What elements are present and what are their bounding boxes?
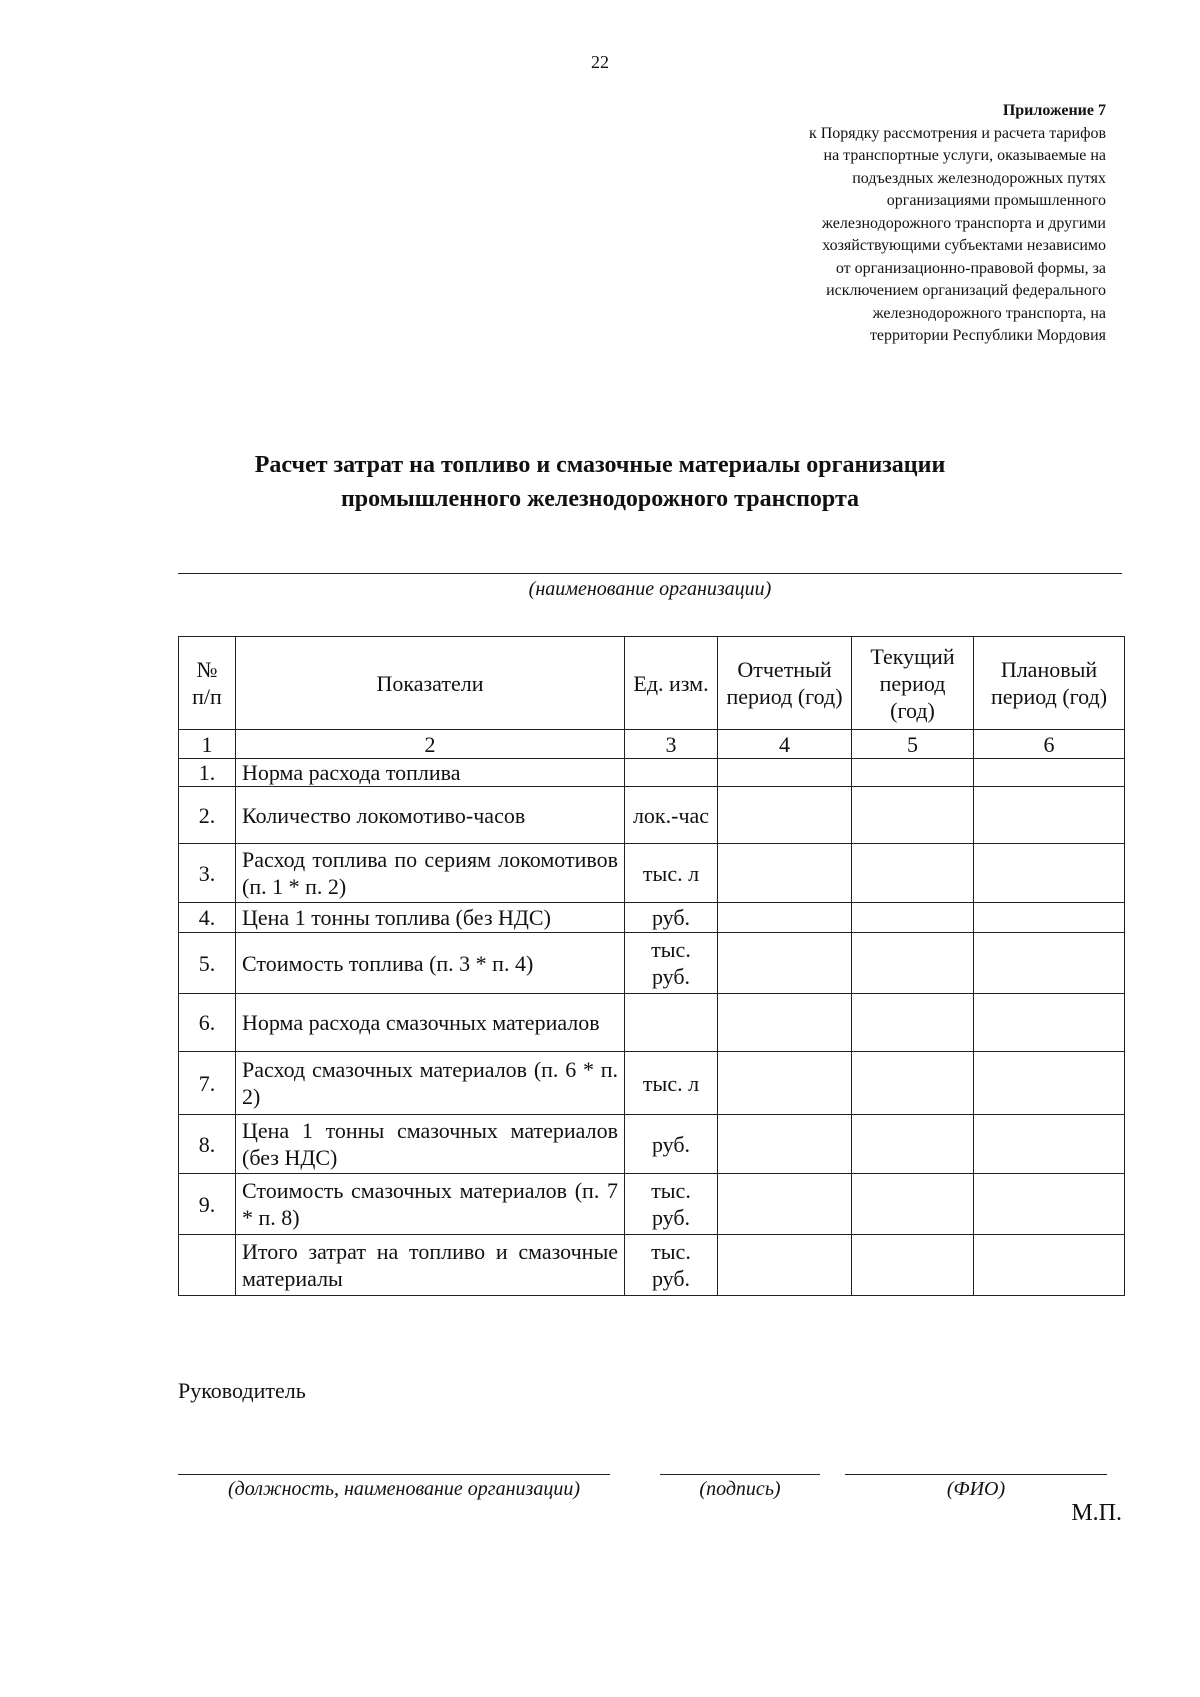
appendix-line: от организационно-правовой формы, за — [835, 259, 1106, 277]
row-indicator: Расход смазочных материалов (п. 6 * п. 2) — [236, 1052, 625, 1115]
row-current-value[interactable] — [852, 787, 974, 844]
row-indicator: Норма расхода смазочных материалов — [236, 994, 625, 1052]
row-num: 8. — [179, 1115, 236, 1174]
stamp-placeholder: М.П. — [1071, 1500, 1122, 1526]
row-unit: руб. — [625, 903, 718, 933]
row-reported-value[interactable] — [718, 1174, 852, 1235]
row-indicator: Норма расхода топлива — [236, 759, 625, 787]
row-reported-value[interactable] — [718, 1115, 852, 1174]
row-current-value[interactable] — [852, 1174, 974, 1235]
table-header-row — [179, 637, 1125, 730]
row-planned-value[interactable] — [974, 1235, 1125, 1296]
row-indicator: Цена 1 тонны смазочных материалов (без НДС) — [236, 1115, 625, 1174]
signature-line — [660, 1474, 820, 1475]
row-planned-value[interactable] — [974, 1115, 1125, 1174]
name-caption: (ФИО) — [946, 1478, 1006, 1500]
row-num: 9. — [179, 1174, 236, 1235]
column-number: 2 — [236, 730, 625, 759]
appendix-line: территории Республики Мордовия — [869, 327, 1106, 344]
row-reported-value[interactable] — [718, 1052, 852, 1115]
row-unit — [625, 994, 718, 1052]
header-num: № п/п — [179, 637, 236, 730]
header-planned-period: Плановый период (год) — [974, 637, 1125, 730]
row-reported-value[interactable] — [718, 844, 852, 903]
position-signature-line — [178, 1474, 610, 1475]
row-current-value[interactable] — [852, 1052, 974, 1115]
position-caption: (должность, наименование организации) — [228, 1478, 580, 1500]
column-number: 3 — [625, 730, 718, 759]
row-planned-value[interactable] — [974, 994, 1125, 1052]
appendix-title: Приложение 7 — [1002, 102, 1106, 119]
table-row — [179, 933, 1125, 994]
row-current-value[interactable] — [852, 903, 974, 933]
appendix-line: хозяйствующими субъектами независимо — [822, 237, 1106, 254]
row-current-value[interactable] — [852, 844, 974, 903]
row-planned-value[interactable] — [974, 933, 1125, 994]
document-title-line-1: Расчет затрат на топливо и смазочные материалы организации — [254, 452, 946, 478]
table-row — [179, 844, 1125, 903]
row-unit: руб. — [625, 1115, 718, 1174]
row-unit: тыс. л — [625, 844, 718, 903]
row-planned-value[interactable] — [974, 844, 1125, 903]
document-title-line-2: промышленного железнодорожного транспорта — [340, 486, 860, 512]
row-num: 2. — [179, 787, 236, 844]
row-current-value[interactable] — [852, 933, 974, 994]
row-indicator: Стоимость топлива (п. 3 * п. 4) — [236, 933, 625, 994]
row-planned-value[interactable] — [974, 1052, 1125, 1115]
row-current-value[interactable] — [852, 994, 974, 1052]
row-reported-value[interactable] — [718, 759, 852, 787]
table-row — [179, 787, 1125, 844]
row-unit: тыс. руб. — [625, 1174, 718, 1235]
row-indicator: Стоимость смазочных материалов (п. 7 * п. 8) — [236, 1174, 625, 1235]
row-unit: лок.-час — [625, 787, 718, 844]
header-indicator: Показатели — [236, 637, 625, 730]
column-number: 1 — [179, 730, 236, 759]
table-row — [179, 994, 1125, 1052]
row-planned-value[interactable] — [974, 903, 1125, 933]
signature-caption: (подпись) — [699, 1478, 781, 1500]
table-row — [179, 1052, 1125, 1115]
page-number: 22 — [591, 52, 609, 72]
table-row — [179, 759, 1125, 787]
row-num: 5. — [179, 933, 236, 994]
row-unit — [625, 759, 718, 787]
column-number: 6 — [974, 730, 1125, 759]
row-planned-value[interactable] — [974, 787, 1125, 844]
row-unit: тыс. руб. — [625, 1235, 718, 1296]
row-num: 6. — [179, 994, 236, 1052]
row-num: 3. — [179, 844, 236, 903]
row-reported-value[interactable] — [718, 994, 852, 1052]
column-number: 5 — [852, 730, 974, 759]
appendix-block — [686, 100, 1106, 348]
row-num: 1. — [179, 759, 236, 787]
appendix-line: железнодорожного транспорта и другими — [821, 214, 1106, 232]
row-planned-value[interactable] — [974, 759, 1125, 787]
name-signature-line — [845, 1474, 1107, 1475]
cost-calculation-table — [178, 636, 1125, 1296]
row-current-value[interactable] — [852, 759, 974, 787]
row-num: 7. — [179, 1052, 236, 1115]
organization-name-line — [178, 573, 1122, 574]
table-row — [179, 1115, 1125, 1174]
appendix-line: исключением организаций федерального — [826, 282, 1106, 299]
appendix-line: на транспортные услуги, оказываемые на — [823, 147, 1106, 164]
column-number-row — [179, 730, 1125, 759]
row-indicator: Цена 1 тонны топлива (без НДС) — [236, 903, 625, 933]
row-num — [179, 1235, 236, 1296]
row-planned-value[interactable] — [974, 1174, 1125, 1235]
row-reported-value[interactable] — [718, 787, 852, 844]
leader-label: Руководитель — [178, 1378, 306, 1403]
document-title — [130, 448, 1070, 516]
table-row — [179, 1174, 1125, 1235]
row-reported-value[interactable] — [718, 903, 852, 933]
table-row-total — [179, 1235, 1125, 1296]
organization-name-caption: (наименование организации) — [528, 578, 772, 600]
row-unit: тыс. л — [625, 1052, 718, 1115]
header-unit: Ед. изм. — [625, 637, 718, 730]
appendix-line: организациями промышленного — [886, 192, 1106, 209]
row-indicator: Количество локомотиво-часов — [236, 787, 625, 844]
appendix-line: к Порядку рассмотрения и расчета тарифов — [808, 124, 1106, 142]
row-reported-value[interactable] — [718, 1235, 852, 1296]
row-num: 4. — [179, 903, 236, 933]
header-current-period: Текущий период (год) — [852, 637, 974, 730]
table-row — [179, 903, 1125, 933]
row-reported-value[interactable] — [718, 933, 852, 994]
row-current-value[interactable] — [852, 1235, 974, 1296]
appendix-line: подъездных железнодорожных путях — [852, 169, 1106, 187]
row-indicator: Итого затрат на топливо и смазочные материалы — [236, 1235, 625, 1296]
appendix-line: железнодорожного транспорта, на — [872, 304, 1106, 322]
row-current-value[interactable] — [852, 1115, 974, 1174]
row-indicator: Расход топлива по сериям локомотивов (п. 1 * п. 2) — [236, 844, 625, 903]
column-number: 4 — [718, 730, 852, 759]
row-unit: тыс. руб. — [625, 933, 718, 994]
header-reported-period: Отчетный период (год) — [718, 637, 852, 730]
